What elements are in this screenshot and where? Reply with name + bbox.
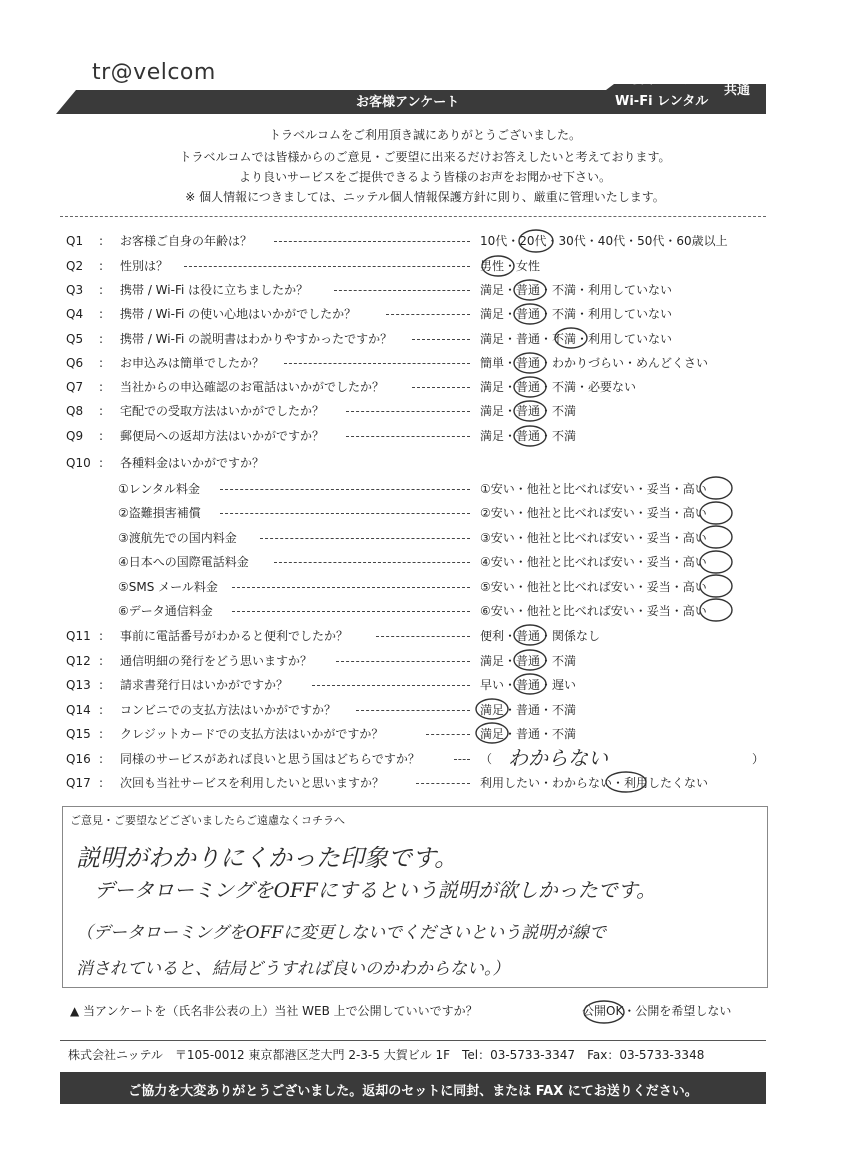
question-text: 通信明細の発行をどう思いますか？ (120, 654, 313, 668)
question-text: 同様のサービスがあれば良いと思う国はどちらですか？ (120, 752, 420, 766)
company-info: 株式会社ニッテル 〒105-0012 東京都港区芝大門 2-3-5 大賀ビル 1F Tel：03-5733-3347 Fax：03-5733-3348 (68, 1048, 705, 1062)
answer-options[interactable]: 10代・20代・30代・40代・50代・60歳以上 (480, 234, 728, 248)
question-number: Q3 (66, 283, 84, 297)
footer-thanks: ご協力を大変ありがとうございました。返却のセットに同封、または FAX にてお送りください。 (128, 1084, 698, 1099)
publish-options[interactable]: 公開OK・公開を希望しない (582, 1004, 732, 1018)
question-number: Q9 (66, 429, 84, 443)
answer-options[interactable]: 便利・普通・関係なし (480, 629, 601, 643)
question-text: 当社からの申込確認のお電話はいかがでしたか？ (120, 380, 385, 394)
circle-mark (514, 353, 546, 373)
answer-options[interactable]: 簡単・普通・わかりづらい・めんどくさい (480, 356, 709, 370)
q16-close-paren: ） (752, 752, 765, 766)
circle-mark (514, 280, 546, 300)
question-text: クレジットカードでの支払方法はいかがですか？ (120, 727, 384, 741)
question-text: 事前に電話番号がわかると便利でしたか？ (120, 629, 349, 643)
question-text: 次回も当社サービスを利用したいと思いますか？ (120, 776, 385, 790)
q10-item-label: ⑥データ通信料金 (118, 604, 213, 618)
service-label-common: 共通 (724, 83, 751, 98)
circle-mark (514, 674, 546, 694)
question-number: Q7 (66, 380, 84, 394)
question-text: 各種料金はいかがですか？ (120, 456, 265, 470)
comment-line: データローミングをOFFにするという説明が欲しかったです。 (94, 878, 657, 902)
question-text: お申込みは簡単でしたか？ (120, 356, 265, 370)
answer-options[interactable]: 満足・普通・不満・利用していない (480, 283, 673, 297)
comment-line: 説明がわかりにくかった印象です。 (76, 844, 459, 872)
intro-line: トラベルコムでは皆様からのご意見・ご要望に出来るだけお答えしたいと考えております。 (179, 150, 671, 164)
answer-options[interactable]: 満足・普通・不満 (480, 654, 577, 668)
question-number: Q11 (66, 629, 91, 643)
circle-mark (514, 426, 546, 446)
q16-handwritten-answer: わからない (508, 746, 608, 770)
answer-options[interactable]: 早い・普通・遅い (480, 678, 577, 692)
question-text: 携帯 / Wi-Fi は役に立ちましたか？ (120, 283, 309, 297)
intro-line: ※ 個人情報につきましては、ニッテル個人情報保護方針に則り、厳重に管理いたします。 (185, 190, 665, 204)
circle-mark (700, 477, 732, 499)
answer-options[interactable]: 男性・女性 (480, 259, 541, 273)
circle-mark (476, 699, 508, 719)
answer-options[interactable]: ①安い・他社と比べれば安い・妥当・高い (480, 482, 707, 496)
answer-options[interactable]: 利用したい・わからない・利用したくない (480, 776, 709, 790)
question-number: Q15 (66, 727, 91, 741)
circle-mark (555, 328, 587, 348)
circle-mark (482, 256, 514, 276)
q10-item-label: ⑤SMS メール料金 (118, 580, 218, 594)
question-text: コンビニでの支払方法はいかがですか？ (120, 703, 337, 717)
answer-options[interactable]: 満足・普通・不満 (480, 727, 577, 741)
q10-item-label: ③渡航先での国内料金 (118, 531, 237, 545)
answer-options[interactable]: 満足・普通・不満 (480, 404, 577, 418)
question-number: Q14 (66, 703, 91, 717)
question-number: Q17 (66, 776, 91, 790)
circle-mark (700, 526, 732, 548)
intro-line: より良いサービスをご提供できるよう皆様のお声をお聞かせ下さい。 (238, 170, 611, 184)
question-text: 請求書発行日はいかがですか？ (120, 678, 289, 692)
circle-mark (700, 575, 732, 597)
circle-mark (514, 650, 546, 670)
answer-options[interactable]: ③安い・他社と比べれば安い・妥当・高い (480, 531, 707, 545)
circle-mark (519, 230, 553, 252)
answer-options[interactable]: 満足・普通・不満・利用していない (480, 307, 673, 321)
comment-line: （データローミングをOFFに変更しないでくださいという説明が線で (76, 923, 607, 943)
travelcom-logo: tr@velcom (92, 60, 216, 85)
answer-options[interactable]: ⑤安い・他社と比べれば安い・妥当・高い (480, 580, 707, 594)
question-number: Q16 (66, 752, 91, 766)
question-text: 郵便局への返却方法はいかがですか？ (120, 429, 325, 443)
publish-question: ▲ 当アンケートを（氏名非公表の上）当社 WEB 上で公開していいですか？ (70, 1004, 478, 1018)
circle-mark (606, 772, 646, 792)
question-number: Q12 (66, 654, 91, 668)
circle-mark (514, 304, 546, 324)
circle-mark (700, 551, 732, 573)
circle-mark (584, 1001, 624, 1023)
question-number: Q13 (66, 678, 91, 692)
question-number: Q5 (66, 332, 84, 346)
answer-options[interactable]: ⑥安い・他社と比べれば安い・妥当・高い (480, 604, 707, 618)
service-label-mobile: 携帯レンタル (632, 72, 710, 87)
answer-options[interactable]: 満足・普通・不満・必要ない (480, 380, 637, 394)
answer-options[interactable]: （ (480, 752, 493, 766)
q10-item-label: ②盗難損害補償 (118, 506, 201, 520)
circle-mark (514, 377, 546, 397)
question-text: 性別は？ (120, 259, 169, 273)
answer-options[interactable]: ④安い・他社と比べれば安い・妥当・高い (480, 555, 707, 569)
answer-options[interactable]: 満足・普通・不満 (480, 429, 577, 443)
question-number: Q6 (66, 356, 84, 370)
comment-label: ご意見・ご要望などございましたらご遠慮なくコチラへ (70, 814, 345, 827)
survey-title: お客様アンケート (356, 95, 460, 110)
service-label-wifi: Wi-Fi レンタル (615, 94, 709, 109)
question-number: Q8 (66, 404, 84, 418)
question-number: Q1 (66, 234, 84, 248)
question-number: Q4 (66, 307, 84, 321)
question-number: Q10 (66, 456, 91, 470)
question-number: Q2 (66, 259, 84, 273)
question-text: 携帯 / Wi-Fi の使い心地はいかがでしたか？ (120, 307, 357, 321)
circle-mark (514, 401, 546, 421)
comment-line: 消されていると、結局どうすれば良いのかわからない。） (76, 959, 510, 979)
circle-mark (700, 599, 732, 621)
answer-options[interactable]: 満足・普通・不満 (480, 703, 577, 717)
question-text: お客様ご自身の年齢は？ (120, 234, 253, 248)
question-text: 宅配での受取方法はいかがでしたか？ (120, 404, 325, 418)
q10-item-label: ①レンタル料金 (118, 482, 200, 496)
answer-options[interactable]: ②安い・他社と比べれば安い・妥当・高い (480, 506, 707, 520)
circle-mark (476, 723, 508, 743)
circle-mark (514, 625, 546, 645)
question-text: 携帯 / Wi-Fi の説明書はわかりやすかったですか？ (120, 332, 393, 346)
answer-options[interactable]: 満足・普通・不満・利用していない (480, 332, 673, 346)
intro-line: トラベルコムをご利用頂き誠にありがとうございました。 (268, 128, 581, 142)
circle-mark (700, 502, 732, 524)
q10-item-label: ④日本への国際電話料金 (118, 555, 249, 569)
